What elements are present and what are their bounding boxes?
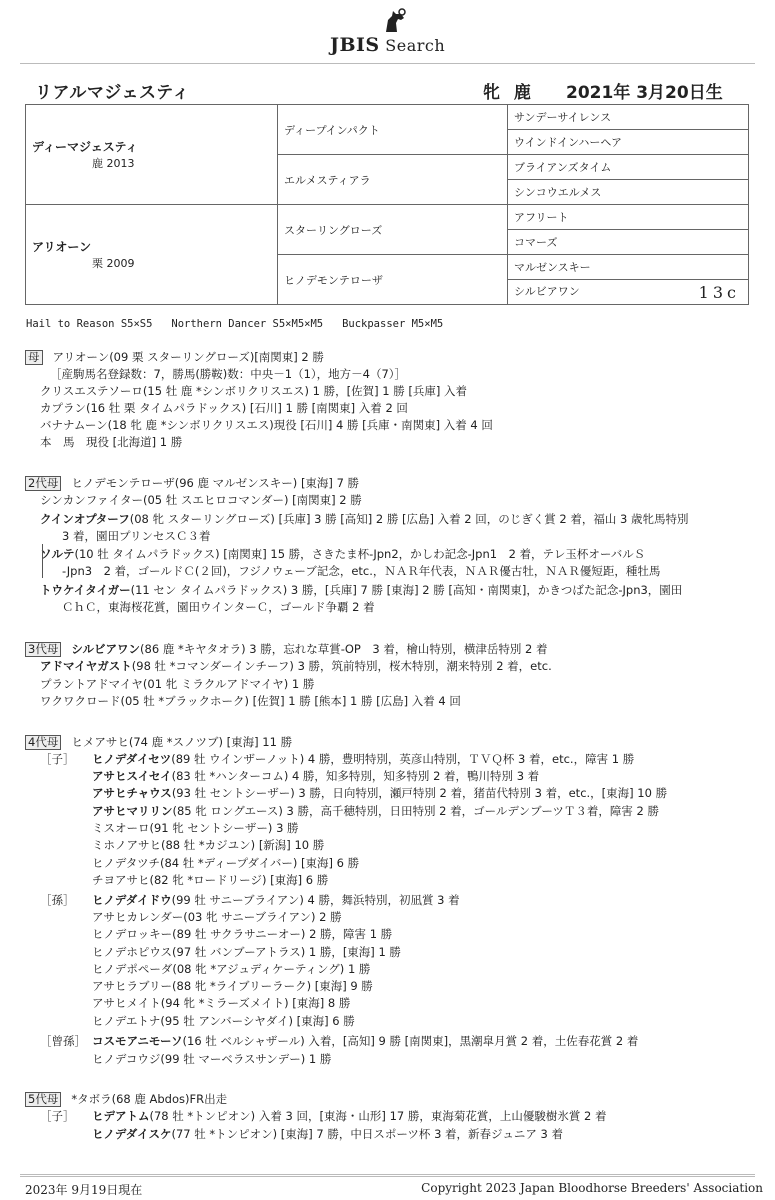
family-line [92, 1052, 331, 1066]
pedigree-sire-cell [26, 105, 278, 205]
line-text: (98 牡 *コマンダーインチーフ) 3 勝，筑前特別，桜木特別，潮来特別 2 着，etc. [131, 659, 552, 673]
generation-tag: 5代母 [25, 1092, 61, 1107]
line-text: (08 牝 スターリングローズ) [兵庫] 3 勝 [高知] 2 勝 [広島] 入着 2 回，のじぎく賞 2 着，福山 3 歳牝馬特別 [129, 512, 689, 526]
line-text: ヒノデタツチ(84 牡 *ディープダイバー) [東海] 6 勝 [92, 856, 360, 870]
family-line [92, 769, 539, 783]
pedigree-gen3-name[interactable]: シルビアワン [514, 284, 580, 298]
logo-search: Search [385, 36, 446, 55]
family-line [25, 476, 359, 491]
line-text: ［産駒馬名登録数：7，勝馬(勝鞍)数：中央－1（1），地方－4（7）］ [50, 367, 407, 381]
pedigree-gen3-cell [508, 280, 749, 305]
generation-tag: 2代母 [25, 476, 61, 491]
line-text: ヒノデコウジ(99 牡 マーベラスサンデー) 1 勝 [92, 1052, 332, 1066]
line-text: (78 牡 *トンピオン) 入着 3 回，[東海・山形] 17 勝，東海菊花賞，上山優駿樹氷賞 2 着 [149, 1109, 607, 1123]
line-text: チヨアサヒ(82 牝 *ロードリージ) [東海] 6 勝 [92, 873, 329, 887]
relation-label: ［子］ [40, 752, 75, 766]
line-text: アサヒラブリー(88 牝 *ライブリーラーク) [東海] 9 勝 [92, 979, 373, 993]
family-line [62, 529, 211, 543]
family-line [92, 786, 667, 800]
family-line [50, 367, 406, 381]
bracket-line [42, 562, 43, 578]
family-line [40, 1034, 638, 1048]
horse-link[interactable]: クインオプターフ [40, 512, 130, 526]
line-text: (93 牡 セントシーザー) 3 勝，日向特別，瀬戸特別 2 着，猪苗代特別 3 着，etc.，[東海] 10 勝 [171, 786, 668, 800]
dam-info: 栗 2009 [92, 257, 135, 270]
pedigree-gen3-cell[interactable]: マルゼンスキー [508, 255, 749, 280]
horse-link[interactable]: シルビアワン [71, 642, 141, 656]
family-line [40, 435, 182, 449]
line-text: (11 セン タイムパラドックス) 3 勝，[兵庫] 7 勝 [東海] 2 勝 [高知・南関東]，かきつばた記念-Jpn3，園田 [130, 583, 683, 597]
line-text: カプラン(16 牡 栗 タイムパラドックス) [石川] 1 勝 [南関東] 入着 2 回 [40, 401, 408, 415]
horse-link[interactable]: アサヒマリリン [92, 804, 173, 818]
generation-tag: 3代母 [25, 642, 61, 657]
family-line [92, 945, 401, 959]
line-text: (83 牡 *ハンターコム) 4 勝，知多特別，知多特別 2 着，鴨川特別 3 着 [171, 769, 540, 783]
pedigree-gen2-cell[interactable]: ディープインパクト [278, 105, 508, 155]
pedigree-gen2-cell[interactable]: エルメスティアラ [278, 155, 508, 205]
horse-link[interactable]: アサヒチャウス [92, 786, 172, 800]
family-line [40, 401, 408, 415]
family-line [25, 350, 324, 365]
line-text: アサヒメイト(94 牝 *ミラーズメイト) [東海] 8 勝 [92, 996, 351, 1010]
line-text: ミホノアサヒ(88 牡 *カジユン) [新潟] 10 勝 [92, 838, 325, 852]
line-text: ヒノデモンテローザ(96 鹿 マルゼンスキー) [東海] 7 勝 [71, 476, 360, 490]
line-text: アリオーン(09 栗 スターリングローズ)[南関東] 2 勝 [52, 350, 324, 364]
family-line [92, 1014, 355, 1028]
family-line [92, 979, 373, 993]
line-text: プラントアドマイヤ(01 牝 ミラクルアドマイヤ) 1 勝 [40, 677, 315, 691]
pedigree-gen3-cell[interactable]: ウインドインハーヘア [508, 130, 749, 155]
family-line [40, 493, 362, 507]
generation-tag: 4代母 [25, 735, 61, 750]
relation-label: ［孫］ [40, 893, 75, 907]
horse-link[interactable]: トウケイタイガー [40, 583, 131, 597]
line-text: (10 牡 タイムパラドックス) [南関東] 15 勝，さきたま杯-Jpn2，かしわ記念-Jpn1 2 着，テレ玉杯オーバルＳ [74, 547, 646, 561]
horse-link[interactable]: ヒノデダイスケ [92, 1127, 172, 1141]
family-line [40, 752, 634, 766]
pedigree-gen3-cell[interactable]: アフリート [508, 205, 749, 230]
dam-name[interactable]: アリオーン [32, 240, 92, 254]
horse-link[interactable]: ソルテ [40, 547, 75, 561]
pedigree-table [25, 104, 749, 305]
family-line [92, 996, 350, 1010]
logo-jbis: JBIS [330, 34, 380, 56]
horse-sex-color: 牝 鹿 [483, 83, 535, 103]
inbreeding-summary: Hail to Reason S5×S5 Northern Dancer S5×M5×M5 Buckpasser M5×M5 [26, 318, 444, 330]
family-line [92, 821, 299, 835]
family-line [92, 838, 324, 852]
pedigree-gen3-cell[interactable]: シンコウエルメス [508, 180, 749, 205]
pedigree-dam-cell [26, 205, 278, 305]
line-text: -Jpn3 2 着，ゴールドＣ(２回)，フジノウェーブ記念，etc.，ＮＡＲ年代表，ＮＡＲ優古牡，ＮＡＲ優短距，種牡馬 [62, 564, 661, 578]
family-count: 13c [698, 282, 740, 302]
pedigree-gen3-cell[interactable]: ブライアンズタイム [508, 155, 749, 180]
line-text: (86 鹿 *キヤタオラ) 3 勝，忘れな草賞-OP 3 着，檜山特別，横津岳特別 2 着 [140, 642, 548, 656]
footer-divider [20, 1174, 755, 1177]
line-text: ヒメアサヒ(74 鹿 *スノツブ) [東海] 11 勝 [71, 735, 293, 749]
family-line [40, 893, 460, 907]
line-text: (89 牡 ウインザーノット) 4 勝，豊明特別，英彦山特別，ＴＶＱ杯 3 着，etc.，障害 1 勝 [171, 752, 635, 766]
sire-info: 鹿 2013 [92, 157, 135, 170]
family-line [25, 1092, 227, 1107]
line-text: バナナムーン(18 牝 鹿 *シンボリクリスエス)現役 [石川] 4 勝 [兵庫・南関東] 入着 4 回 [40, 418, 493, 432]
horse-birth-date: 2021年 3月20日生 [566, 83, 723, 103]
family-line [92, 962, 370, 976]
horse-icon [382, 8, 408, 34]
family-line [25, 642, 547, 657]
horse-name: リアルマジェスティ [35, 83, 190, 103]
line-text: (77 牡 *トンピオン) [東海] 7 勝，中日スポーツ杯 3 着，新春ジュニア 3 着 [171, 1127, 563, 1141]
line-text: ヒノデポペーダ(08 牝 *アジュディケーティング) 1 勝 [92, 962, 371, 976]
family-line [40, 659, 552, 673]
as-of-date: 2023年 9月19日現在 [25, 1183, 143, 1197]
horse-link[interactable]: ヒデアトム [92, 1109, 150, 1123]
family-line [40, 1109, 607, 1123]
family-line [40, 418, 493, 432]
horse-link[interactable]: アドマイヤガスト [40, 659, 132, 673]
line-text: ＣｈＣ，東海桜花賞，園田ウインターＣ，ゴールド争覇 2 着 [62, 600, 375, 614]
family-line [62, 564, 660, 578]
copyright: Copyright 2023 Japan Bloodhorse Breeders' Association [421, 1181, 763, 1195]
family-line [40, 384, 467, 398]
line-text: ヒノデエトナ(95 牡 アンバーシヤダイ) [東海] 6 勝 [92, 1014, 355, 1028]
relation-label: ［曾孫］ [40, 1034, 86, 1048]
horse-link[interactable]: アサヒスイセイ [92, 769, 172, 783]
family-line [40, 512, 689, 526]
horse-link[interactable]: ヒノデダイドウ [92, 893, 172, 907]
family-line [92, 804, 659, 818]
family-line [92, 927, 392, 941]
line-text: 本 馬 現役 [北海道] 1 勝 [40, 435, 183, 449]
pedigree-gen2-cell[interactable]: ヒノデモンテローザ [278, 255, 508, 305]
line-text: ワクワクロード(05 牡 *ブラックホーク) [佐賀] 1 勝 [熊本] 1 勝 [広島] 入着 4 回 [40, 694, 461, 708]
family-line [40, 694, 461, 708]
family-line [25, 735, 292, 750]
horse-link[interactable]: ヒノデダイセツ [92, 752, 172, 766]
line-text: 3 着，園田プリンセスＣ３着 [62, 529, 211, 543]
family-line [92, 1127, 563, 1141]
relation-label: ［子］ [40, 1109, 75, 1123]
family-line [40, 677, 314, 691]
pedigree-gen2-cell[interactable]: スターリングローズ [278, 205, 508, 255]
family-line [40, 583, 682, 597]
family-line [92, 910, 342, 924]
jbis-search-logo [330, 14, 460, 54]
line-text: ミスオーロ(91 牝 セントシーザー) 3 勝 [92, 821, 299, 835]
line-text: ヒノデロッキー(89 牡 サクラサニーオー) 2 勝，障害 1 勝 [92, 927, 393, 941]
generation-tag: 母 [25, 350, 43, 365]
line-text: ヒノデホピウス(97 牡 バンブーアトラス) 1 勝，[東海] 1 勝 [92, 945, 401, 959]
line-text: (85 牝 ロングエース) 3 勝，高千穂特別，日田特別 2 着，ゴールデンブーツＴ３着，障害 2 勝 [172, 804, 659, 818]
family-line [92, 873, 328, 887]
line-text: *タボラ(68 鹿 Abdos)FR出走 [71, 1092, 228, 1106]
line-text: アサヒカレンダー(03 牝 サニーブライアン) 2 勝 [92, 910, 342, 924]
pedigree-gen3-cell[interactable]: サンデーサイレンス [508, 105, 749, 130]
horse-link[interactable]: コスモアニモーソ [92, 1034, 183, 1048]
header-divider [20, 63, 755, 64]
line-text: (16 牡 ベルシャザール) 入着，[高知] 9 勝 [南関東]，黒潮皐月賞 2 着，土佐春花賞 2 着 [182, 1034, 639, 1048]
line-text: (99 牡 サニーブライアン) 4 勝，舞浜特別，初凪賞 3 着 [171, 893, 460, 907]
sire-name[interactable]: ディーマジェスティ [32, 140, 138, 154]
line-text: シンカンファイター(05 牡 スエヒロコマンダー) [南関東] 2 勝 [40, 493, 362, 507]
line-text: クリスエステソーロ(15 牡 鹿 *シンボリクリスエス) 1 勝，[佐賀] 1 勝 [兵庫] 入着 [40, 384, 468, 398]
pedigree-gen3-cell[interactable]: コマーズ [508, 230, 749, 255]
family-line [62, 600, 375, 614]
family-line [92, 856, 359, 870]
family-line [40, 547, 645, 561]
